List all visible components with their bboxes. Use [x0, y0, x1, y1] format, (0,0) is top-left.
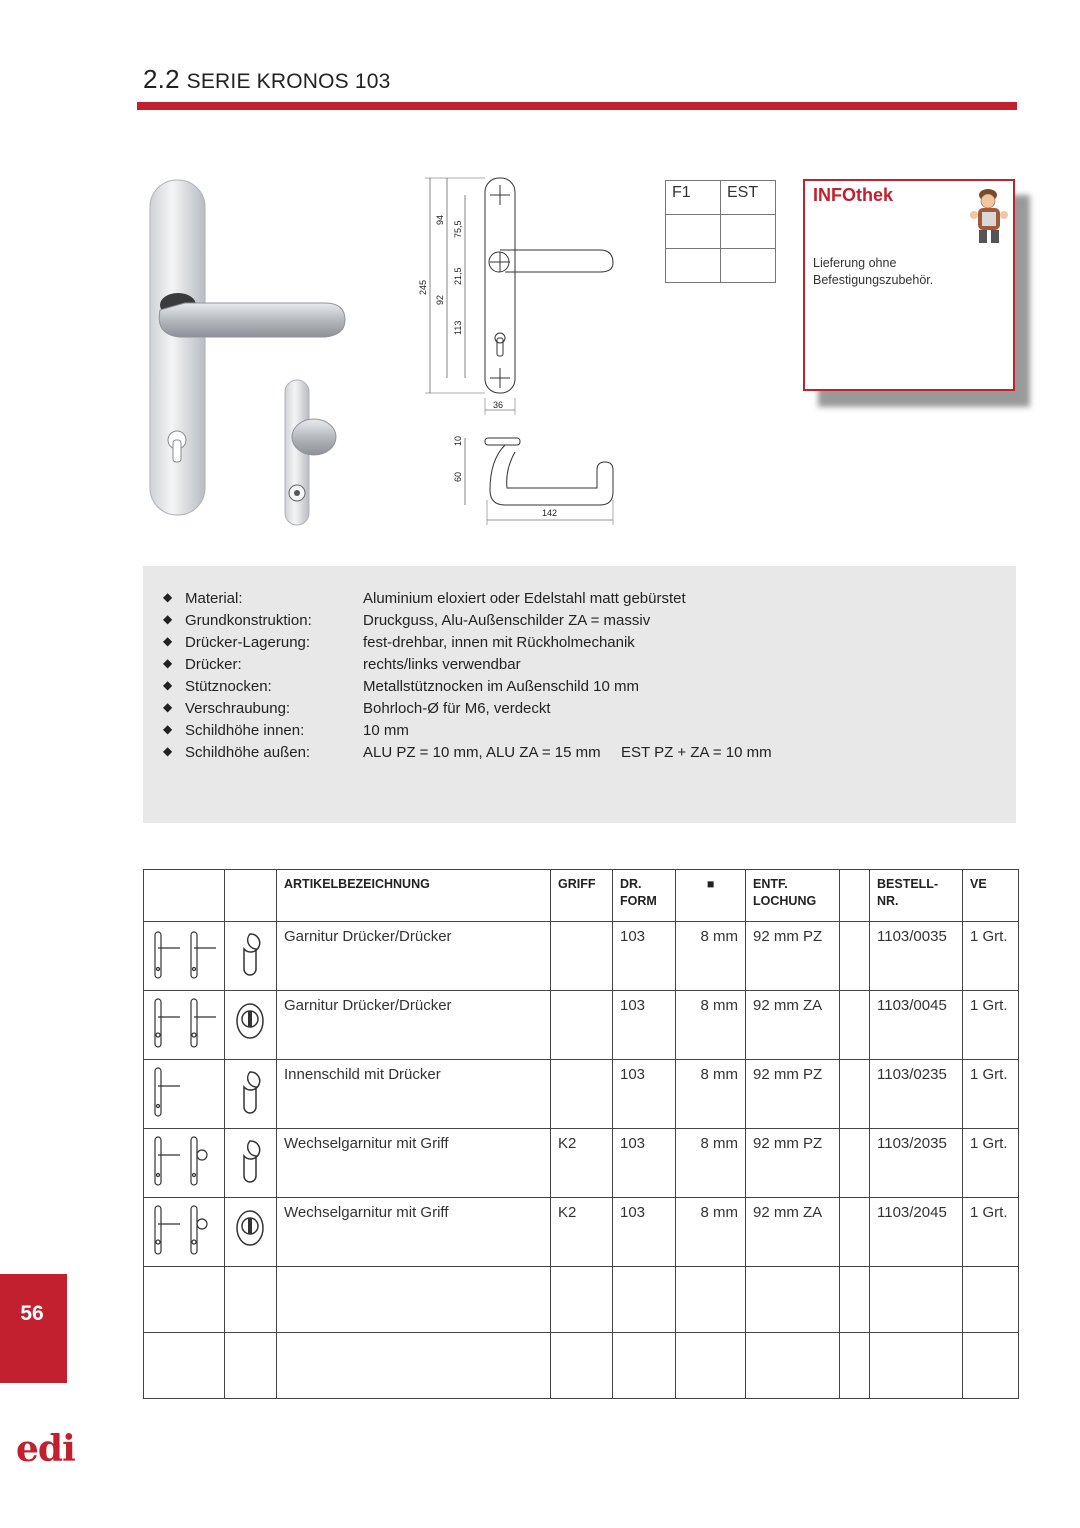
cell-vierkant: 8 mm [676, 991, 746, 1060]
lever-lever-icon [144, 922, 225, 991]
cell-griff [551, 991, 613, 1060]
cell-vierkant: 8 mm [676, 1129, 746, 1198]
spec-key: Verschraubung: [185, 700, 291, 717]
spec-key: Schildhöhe innen: [185, 722, 305, 739]
header-bestell-nr: BESTELL- NR. [870, 870, 963, 922]
infothek-text: Lieferung ohne Befestigungszubehör. [813, 256, 934, 287]
header-dr-form: DR. FORM [613, 870, 676, 922]
cell-ve: 1 Grt. [963, 1198, 1019, 1267]
cell-name: Wechselgarnitur mit Griff [277, 1129, 551, 1198]
cell-empty [551, 1267, 613, 1333]
cell-vierkant: 8 mm [676, 1198, 746, 1267]
cell-form: 103 [613, 922, 676, 991]
table-header-row [144, 870, 1019, 922]
section-title: SERIE KRONOS 103 [186, 70, 391, 93]
mascot-icon [968, 185, 1010, 247]
dim-245: 245 [418, 279, 428, 295]
dim-21-5: 21,5 [453, 267, 463, 285]
cell-empty [840, 1060, 870, 1129]
profile-cylinder-icon [225, 922, 277, 991]
infothek-title: INFOthek [813, 185, 894, 205]
dim-142: 142 [542, 508, 558, 518]
cell-lochung: 92 mm PZ [746, 1129, 840, 1198]
finish-f1: F1 [666, 181, 721, 215]
page-title [143, 64, 391, 95]
cell-empty [870, 1267, 963, 1333]
cell-empty [144, 1333, 225, 1399]
cell-empty [840, 1198, 870, 1267]
spec-value: rechts/links verwendbar [363, 656, 521, 673]
profile-cylinder-icon [225, 1129, 277, 1198]
bullet-diamond-icon: ◆ [163, 656, 173, 670]
cell-griff [551, 1060, 613, 1129]
cell-nr: 1103/2045 [870, 1198, 963, 1267]
dim-10: 10 [453, 435, 463, 446]
finish-table [665, 180, 776, 283]
cell-empty [225, 1333, 277, 1399]
table-row-empty [144, 1333, 1019, 1399]
edi-logo: edi [16, 1428, 75, 1470]
cell-empty [551, 1333, 613, 1399]
table-row [144, 1129, 1019, 1198]
cell-empty [277, 1333, 551, 1399]
cell-griff [551, 922, 613, 991]
spec-value: ALU PZ = 10 mm, ALU ZA = 15 mm [363, 744, 601, 761]
cell-empty [746, 1267, 840, 1333]
cell-ve: 1 Grt. [963, 1060, 1019, 1129]
cell-form: 103 [613, 991, 676, 1060]
cell-name: Wechselgarnitur mit Griff [277, 1198, 551, 1267]
cell-empty [870, 1333, 963, 1399]
cell-nr: 1103/0035 [870, 922, 963, 991]
spec-value: Bohrloch-Ø für M6, verdeckt [363, 700, 551, 717]
header-ve: VE [963, 870, 1019, 922]
cell-empty [840, 991, 870, 1060]
cell-lochung: 92 mm PZ [746, 922, 840, 991]
header-cell [840, 870, 870, 922]
bullet-diamond-icon: ◆ [163, 744, 173, 758]
cell-empty [676, 1267, 746, 1333]
spec-value: Druckguss, Alu-Außenschilder ZA = massiv [363, 612, 651, 629]
dim-113: 113 [453, 320, 463, 335]
cell-empty [277, 1267, 551, 1333]
table-row [144, 1198, 1019, 1267]
page-number-box [0, 1274, 67, 1383]
cell-ve: 1 Grt. [963, 922, 1019, 991]
cell-ve: 1 Grt. [963, 991, 1019, 1060]
cell-nr: 1103/0235 [870, 1060, 963, 1129]
lever-knob-icon [144, 1129, 225, 1198]
finish-cell [666, 215, 721, 249]
cell-form: 103 [613, 1198, 676, 1267]
dim-75-5: 75,5 [453, 220, 463, 238]
lever-lever-icon [144, 991, 225, 1060]
cell-vierkant: 8 mm [676, 1060, 746, 1129]
cell-empty [840, 1333, 870, 1399]
bullet-diamond-icon: ◆ [163, 700, 173, 714]
spec-value-2: EST PZ + ZA = 10 mm [621, 744, 772, 761]
cell-empty [676, 1333, 746, 1399]
header-vierkant: ■ [676, 870, 746, 922]
table-row [144, 991, 1019, 1060]
spec-key: Drücker-Lagerung: [185, 634, 311, 651]
bullet-diamond-icon: ◆ [163, 678, 173, 692]
dim-94: 94 [435, 214, 445, 225]
header-artikel: ARTIKELBEZEICHNUNG [277, 870, 551, 922]
cell-empty [613, 1333, 676, 1399]
cell-empty [840, 922, 870, 991]
spec-key: Drücker: [185, 656, 242, 673]
table-row [144, 1060, 1019, 1129]
cylinder-cover-icon [225, 991, 277, 1060]
cell-ve: 1 Grt. [963, 1129, 1019, 1198]
bullet-diamond-icon: ◆ [163, 722, 173, 736]
cell-lochung: 92 mm ZA [746, 1198, 840, 1267]
cell-empty [840, 1267, 870, 1333]
header-lochung: ENTF. LOCHUNG [746, 870, 840, 922]
spec-key: Grundkonstruktion: [185, 612, 312, 629]
cell-empty [840, 1129, 870, 1198]
cell-empty [225, 1267, 277, 1333]
cell-form: 103 [613, 1060, 676, 1129]
finish-cell [666, 249, 721, 283]
cell-lochung: 92 mm PZ [746, 1060, 840, 1129]
cylinder-cover-icon [225, 1198, 277, 1267]
header-cell [144, 870, 225, 922]
cell-empty [963, 1267, 1019, 1333]
cell-griff: K2 [551, 1129, 613, 1198]
lever-knob-icon [144, 1198, 225, 1267]
cell-name: Innenschild mit Drücker [277, 1060, 551, 1129]
cell-vierkant: 8 mm [676, 922, 746, 991]
cell-empty [613, 1267, 676, 1333]
bullet-diamond-icon: ◆ [163, 612, 173, 626]
finish-est: EST [721, 181, 776, 215]
section-number: 2.2 [143, 64, 180, 94]
technical-drawing [415, 170, 625, 530]
spec-key: Material: [185, 590, 243, 607]
spec-value: fest-drehbar, innen mit Rückholmechanik [363, 634, 635, 651]
spec-panel [143, 566, 1016, 823]
cell-empty [746, 1333, 840, 1399]
cell-nr: 1103/2035 [870, 1129, 963, 1198]
spec-key: Schildhöhe außen: [185, 744, 311, 761]
title-rule [137, 102, 1017, 110]
header-cell [225, 870, 277, 922]
bullet-diamond-icon: ◆ [163, 634, 173, 648]
dim-60: 60 [453, 471, 463, 482]
table-row-empty [144, 1267, 1019, 1333]
bullet-diamond-icon: ◆ [163, 590, 173, 604]
spec-value: Metallstütznocken im Außenschild 10 mm [363, 678, 639, 695]
cell-griff: K2 [551, 1198, 613, 1267]
cell-lochung: 92 mm ZA [746, 991, 840, 1060]
finish-cell [721, 249, 776, 283]
cell-empty [963, 1333, 1019, 1399]
cell-name: Garnitur Drücker/Drücker [277, 991, 551, 1060]
infothek-box [803, 179, 1015, 391]
cell-nr: 1103/0045 [870, 991, 963, 1060]
cell-name: Garnitur Drücker/Drücker [277, 922, 551, 991]
spec-key: Stütznocken: [185, 678, 272, 695]
dim-36: 36 [493, 400, 504, 410]
profile-cylinder-icon [225, 1060, 277, 1129]
spec-value: Aluminium eloxiert oder Edelstahl matt gebürstet [363, 590, 686, 607]
article-table [143, 869, 1019, 1399]
table-row [144, 922, 1019, 991]
dim-92: 92 [435, 294, 445, 305]
cell-empty [144, 1267, 225, 1333]
header-griff: GRIFF [551, 870, 613, 922]
product-photo [140, 175, 360, 530]
cell-form: 103 [613, 1129, 676, 1198]
page-number: 56 [20, 1302, 44, 1325]
finish-cell [721, 215, 776, 249]
single-lever-icon [144, 1060, 225, 1129]
spec-value: 10 mm [363, 722, 409, 739]
